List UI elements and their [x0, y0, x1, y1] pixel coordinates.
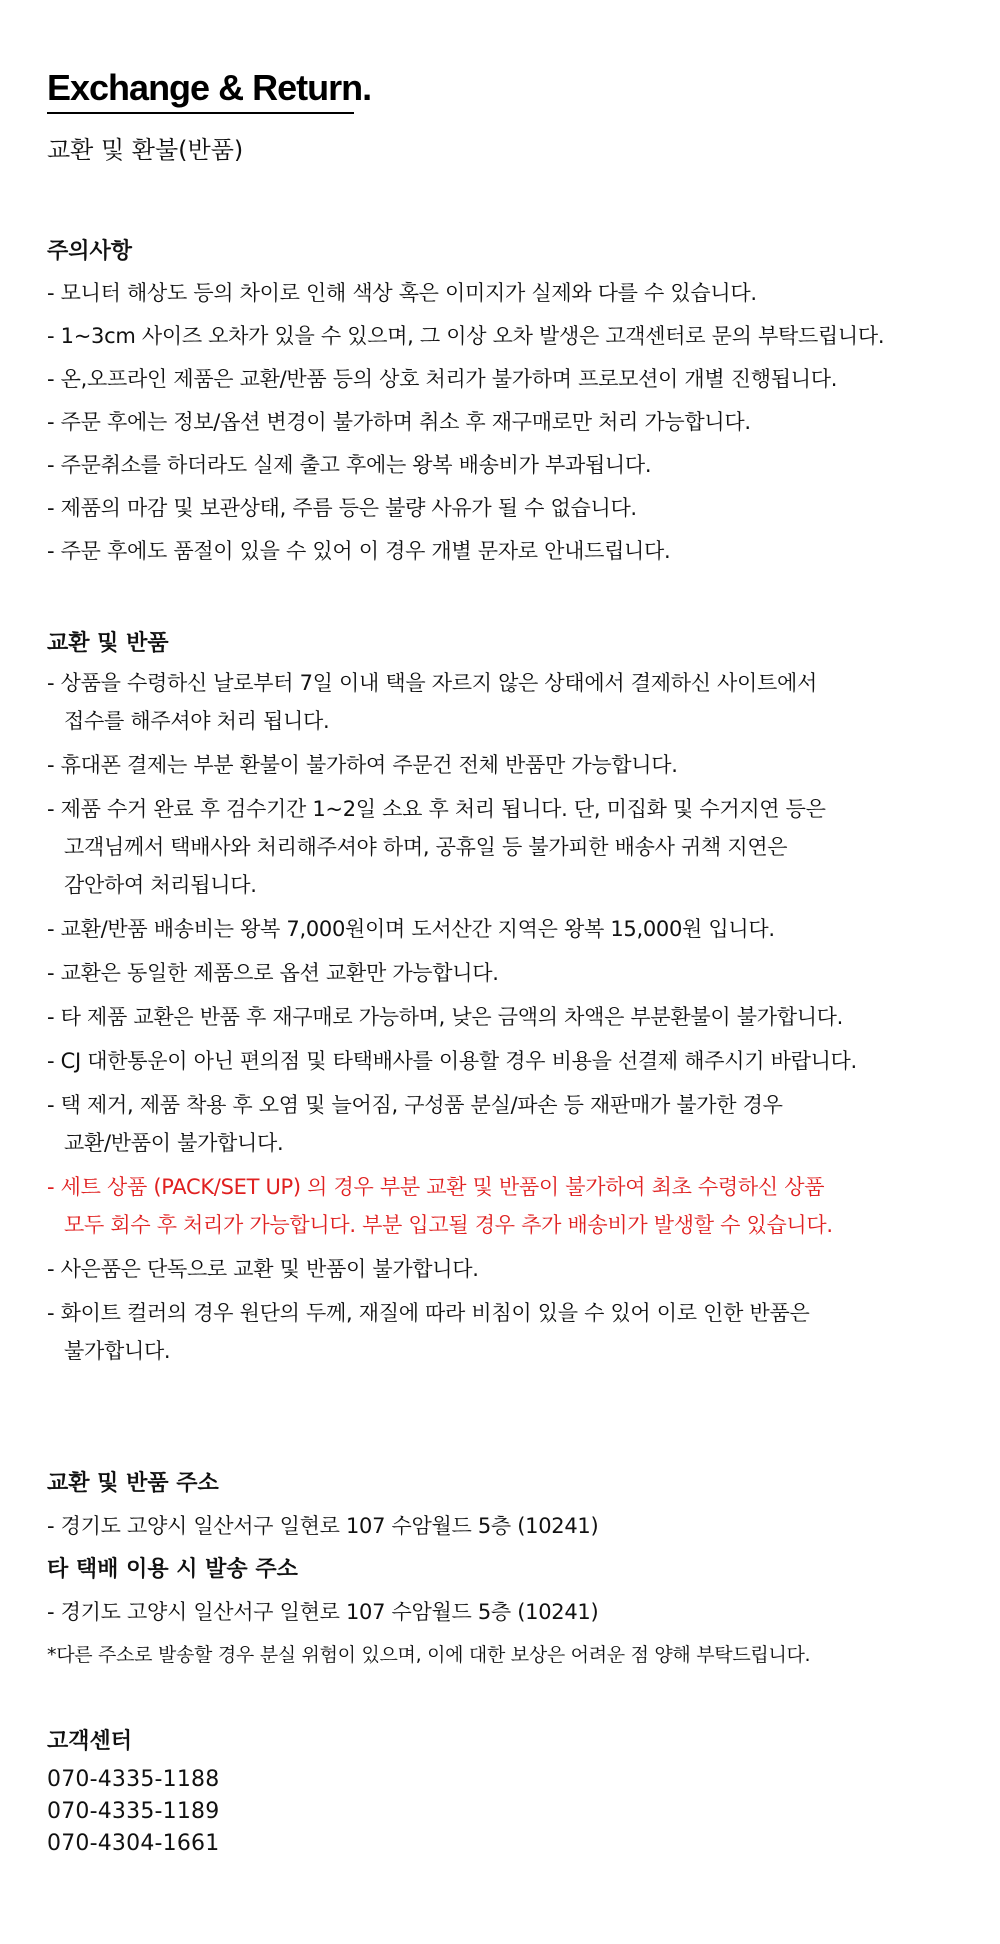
exchange-item: - 제품 수거 완료 후 검수기간 1~2일 소요 후 처리 됩니다. 단, 미집화 및 수거지연 등은 고객님께서 택배사와 처리해주셔야 하며, 공휴일 등 불가피한 배송사 귀책 지연은 감안하여 처리됩니다. — [47, 797, 826, 897]
address-section — [47, 1462, 992, 1677]
exchange-item: - 타 제품 교환은 반품 후 재구매로 가능하며, 낮은 금액의 차액은 부분환불이 불가합니다. — [47, 1005, 844, 1029]
return-address-heading: 교환 및 반품 주소 — [47, 1471, 219, 1496]
page-title: Exchange & Return. — [47, 67, 372, 108]
caution-item: - 주문 후에는 정보/옵션 변경이 불가하며 취소 후 재구매로만 처리 가능합니다. — [47, 410, 751, 434]
exchange-heading: 교환 및 반품 — [47, 631, 169, 656]
exchange-item: - 교환/반품 배송비는 왕복 7,000원이며 도서산간 지역은 왕복 15,000원 입니다. — [47, 917, 775, 941]
exchange-item: - 휴대폰 결제는 부분 환불이 불가하여 주문건 전체 반품만 가능합니다. — [47, 753, 678, 777]
phone-number: 070-4335-1188 — [47, 1767, 220, 1792]
caution-item: - 모니터 해상도 등의 차이로 인해 색상 혹은 이미지가 실제와 다를 수 있습니다. — [47, 281, 757, 305]
exchange-item-warning: - 세트 상품 (PACK/SET UP) 의 경우 부분 교환 및 반품이 불가하여 최초 수령하신 상품 모두 회수 후 처리가 가능합니다. 부분 입고될 경우 추가 배송비가 발생할 수 있습니다. — [47, 1175, 833, 1237]
phone-number: 070-4304-1661 — [47, 1831, 220, 1856]
exchange-item: - 사은품은 단독으로 교환 및 반품이 불가합니다. — [47, 1257, 479, 1281]
phone-number: 070-4335-1189 — [47, 1799, 220, 1824]
address-note: *다른 주소로 발송할 경우 분실 위험이 있으며, 이에 대한 보상은 어려운 점 양해 부탁드립니다. — [47, 1644, 811, 1666]
customer-center-section — [47, 1720, 992, 1860]
other-courier-address-heading: 타 택배 이용 시 발송 주소 — [47, 1557, 298, 1582]
caution-item: - 온,오프라인 제품은 교환/반품 등의 상호 처리가 불가하며 프로모션이 개별 진행됩니다. — [47, 367, 838, 391]
exchange-item: - 상품을 수령하신 날로부터 7일 이내 택을 자르지 않은 상태에서 결제하신 사이트에서 접수를 해주셔야 처리 됩니다. — [47, 671, 817, 733]
caution-heading: 주의사항 — [47, 239, 133, 264]
caution-item: - 1~3cm 사이즈 오차가 있을 수 있으며, 그 이상 오차 발생은 고객센터로 문의 부탁드립니다. — [47, 324, 885, 348]
exchange-item: - CJ 대한통운이 아닌 편의점 및 타택배사를 이용할 경우 비용을 선결제 해주시기 바랍니다. — [47, 1049, 857, 1073]
customer-center-heading: 고객센터 — [47, 1729, 133, 1754]
exchange-item: - 택 제거, 제품 착용 후 오염 및 늘어짐, 구성품 분실/파손 등 재판매가 불가한 경우 교환/반품이 불가합니다. — [47, 1093, 783, 1155]
exchange-item: - 교환은 동일한 제품으로 옵션 교환만 가능합니다. — [47, 961, 499, 985]
return-address: - 경기도 고양시 일산서구 일현로 107 수암월드 5층 (10241) — [47, 1514, 599, 1538]
caution-item: - 주문 후에도 품절이 있을 수 있어 이 경우 개별 문자로 안내드립니다. — [47, 539, 671, 563]
caution-item: - 주문취소를 하더라도 실제 출고 후에는 왕복 배송비가 부과됩니다. — [47, 453, 652, 477]
other-courier-address: - 경기도 고양시 일산서구 일현로 107 수암월드 5층 (10241) — [47, 1600, 599, 1624]
exchange-section — [47, 624, 992, 1370]
title-underline — [47, 112, 354, 114]
caution-section — [47, 232, 992, 573]
exchange-item: - 화이트 컬러의 경우 원단의 두께, 재질에 따라 비침이 있을 수 있어 이로 인한 반품은 불가합니다. — [47, 1301, 810, 1363]
caution-item: - 제품의 마감 및 보관상태, 주름 등은 불량 사유가 될 수 없습니다. — [47, 496, 637, 520]
page-subtitle: 교환 및 환불(반품) — [47, 136, 244, 164]
